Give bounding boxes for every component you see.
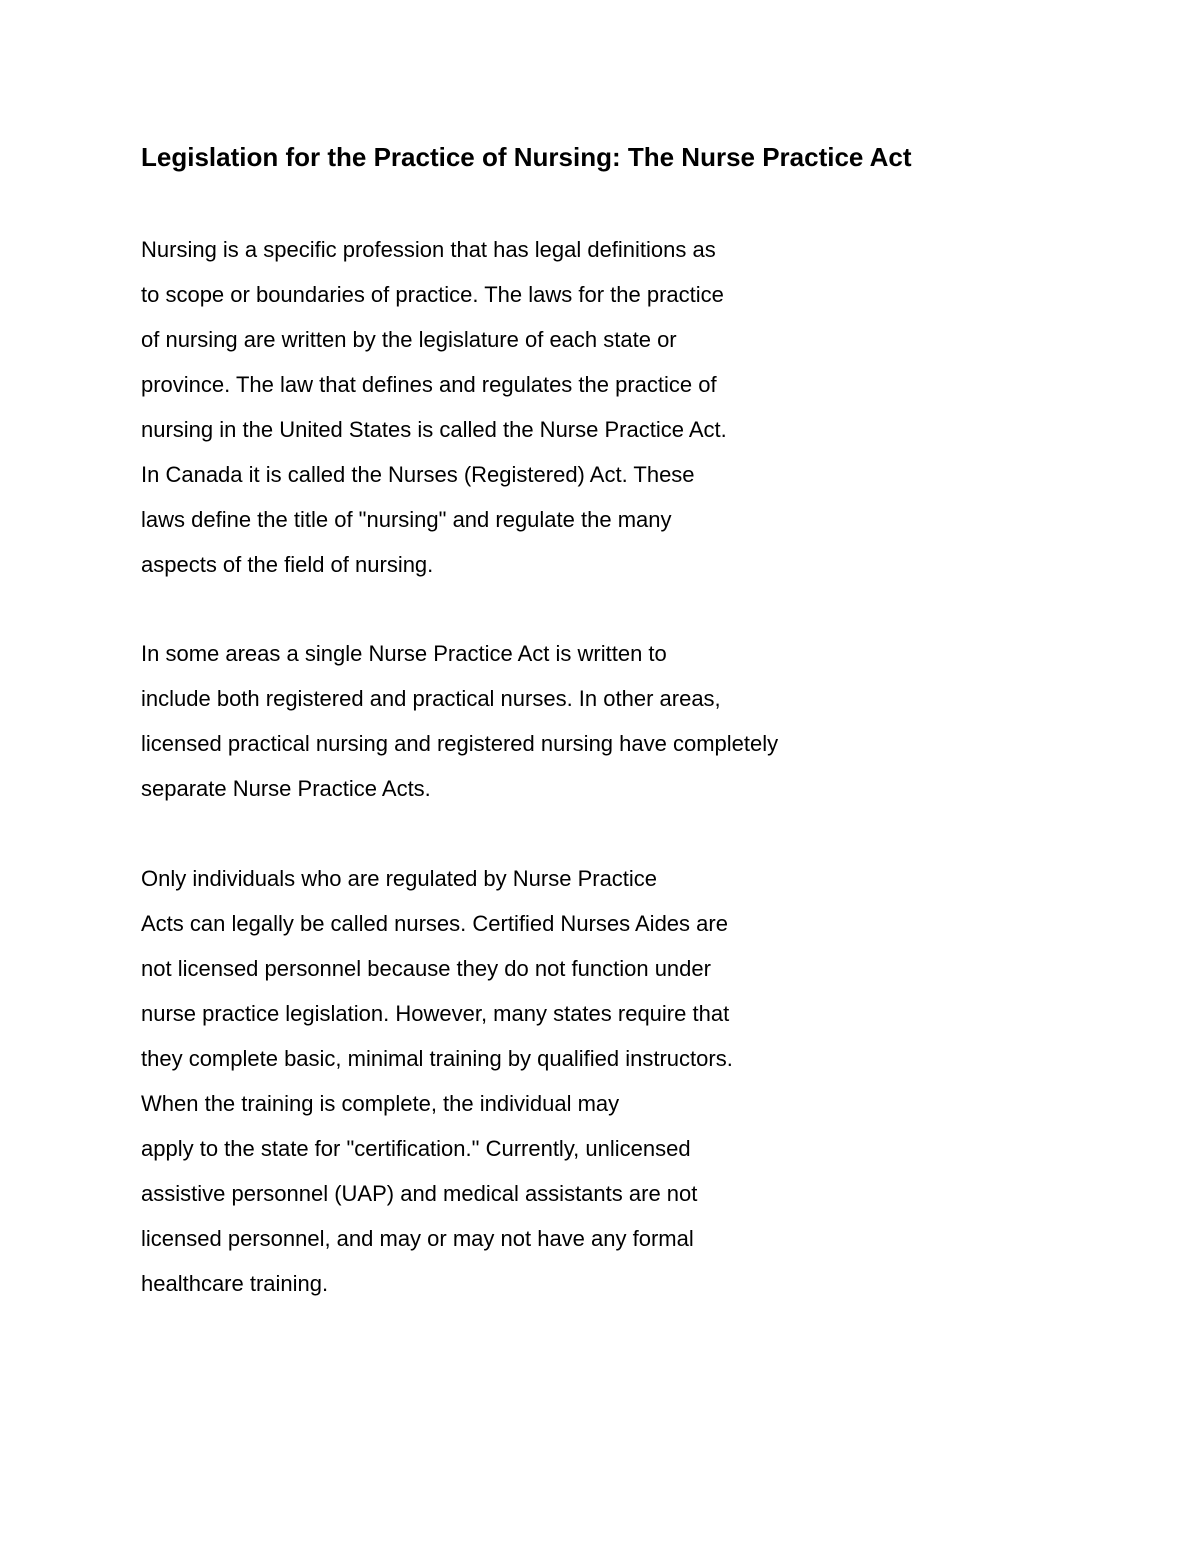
text-line: Only individuals who are regulated by Nurse Practice xyxy=(141,866,658,891)
text-line: aspects of the field of nursing. xyxy=(141,552,434,577)
text-line: licensed personnel, and may or may not have any formal xyxy=(141,1226,694,1251)
text-line: separate Nurse Practice Acts. xyxy=(141,776,431,801)
text-line: apply to the state for "certification." Currently, unlicensed xyxy=(141,1136,691,1161)
text-line: When the training is complete, the individual may xyxy=(141,1091,620,1116)
document-title: Legislation for the Practice of Nursing: The Nurse Practice Act xyxy=(141,142,912,172)
paragraph-licensed-personnel xyxy=(141,856,733,1306)
text-line: healthcare training. xyxy=(141,1271,329,1296)
paragraph-registered-practical xyxy=(141,631,778,811)
text-line: assistive personnel (UAP) and medical assistants are not xyxy=(141,1181,698,1206)
text-line: In Canada it is called the Nurses (Registered) Act. These xyxy=(141,462,695,487)
text-line: nursing in the United States is called the Nurse Practice Act. xyxy=(141,417,727,442)
text-line: include both registered and practical nurses. In other areas, xyxy=(141,686,721,711)
text-line: of nursing are written by the legislature of each state or xyxy=(141,327,677,352)
text-line: Acts can legally be called nurses. Certified Nurses Aides are xyxy=(141,911,728,936)
text-line: province. The law that defines and regulates the practice of xyxy=(141,372,717,397)
text-line: to scope or boundaries of practice. The laws for the practice xyxy=(141,282,724,307)
paragraph-scope-of-practice xyxy=(141,227,727,587)
text-line: not licensed personnel because they do not function under xyxy=(141,956,711,981)
text-line: nurse practice legislation. However, many states require that xyxy=(141,1001,730,1026)
text-line: licensed practical nursing and registered nursing have completely xyxy=(141,731,779,756)
text-line: they complete basic, minimal training by qualified instructors. xyxy=(141,1046,733,1071)
text-line: In some areas a single Nurse Practice Act is written to xyxy=(141,641,667,666)
text-line: Nursing is a specific profession that has legal definitions as xyxy=(141,237,716,262)
text-line: laws define the title of "nursing" and regulate the many xyxy=(141,507,672,532)
